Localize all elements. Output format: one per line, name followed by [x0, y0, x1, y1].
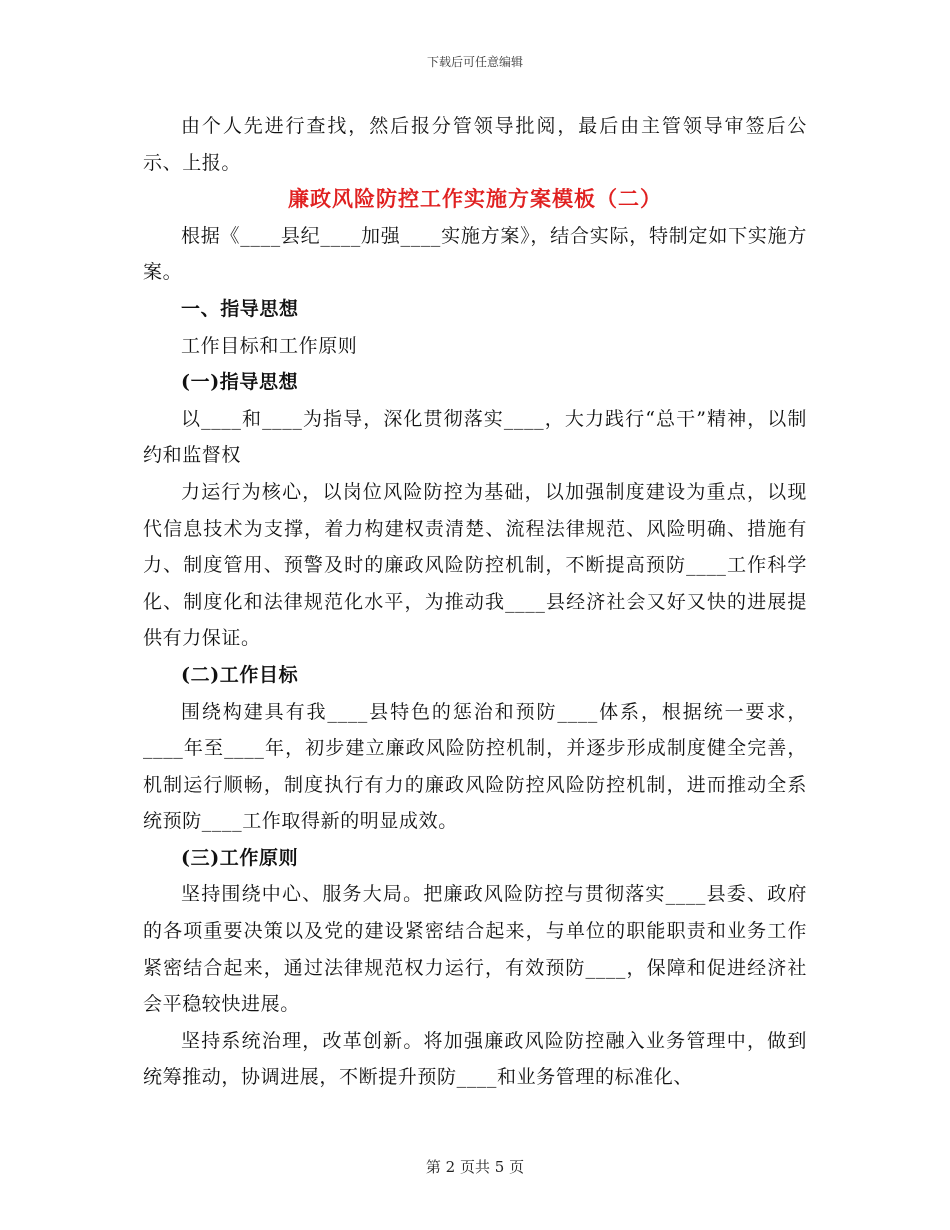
paragraph-guiding-1: 以____和____为指导，深化贯彻落实____，大力践行“总干”精神，以制约和监督权	[143, 407, 807, 467]
page-header: 下载后可任意编辑	[426, 55, 523, 69]
paragraph-principle-1: 坚持围绕中心、服务大局。把廉政风险防控与贯彻落实____县委、政府的各项重要决策以及党的建设紧密结合起来，与单位的职能职责和业务工作紧密结合起来，通过法律规范权力运行，有效预防____，保障和促进经济社会平稳较快进展。	[143, 883, 807, 1016]
paragraph-goals: 围绕构建具有我____县特色的惩治和预防____体系，根据统一要求，____年至____年，初步建立廉政风险防控机制，并逐步形成制度健全完善，机制运行顺畅，制度执行有力的廉政风险防控风险防控机制，进而推动全系统预防____工作取得新的明显成效。	[143, 700, 807, 833]
subsection-heading-guiding: (一)指导思想	[181, 371, 299, 394]
section-heading-1: 一、指导思想	[181, 297, 299, 320]
document-title: 廉政风险防控工作实施方案模板（二）	[288, 186, 662, 212]
subsection-heading-goals: (二)工作目标	[181, 663, 299, 686]
paragraph-principle-2: 坚持系统治理，改革创新。将加强廉政风险防控融入业务管理中，做到统筹推动，协调进展，不断提升预防____和业务管理的标准化、	[143, 1029, 807, 1089]
paragraph-continuation: 由个人先进行查找，然后报分管领导批阅，最后由主管领导审签后公示、上报。	[143, 115, 807, 174]
paragraph-subtitle: 工作目标和工作原则	[181, 334, 358, 357]
paragraph-intro: 根据《____县纪____加强____实施方案》，结合实际，特制定如下实施方案。	[143, 224, 807, 284]
document-body	[143, 108, 807, 1096]
paragraph-guiding-2: 力运行为核心，以岗位风险防控为基础，以加强制度建设为重点，以现代信息技术为支撑，着力构建权责清楚、流程法律规范、风险明确、措施有力、制度管用、预警及时的廉政风险防控机制，不断提高预防____工作科学化、制度化和法律规范化水平，为推动我____县经济社会又好又快的进展提供有力保证。	[143, 480, 807, 650]
subsection-heading-principles: (三)工作原则	[181, 846, 299, 869]
page-footer: 第 2 页共 5 页	[425, 1158, 525, 1176]
